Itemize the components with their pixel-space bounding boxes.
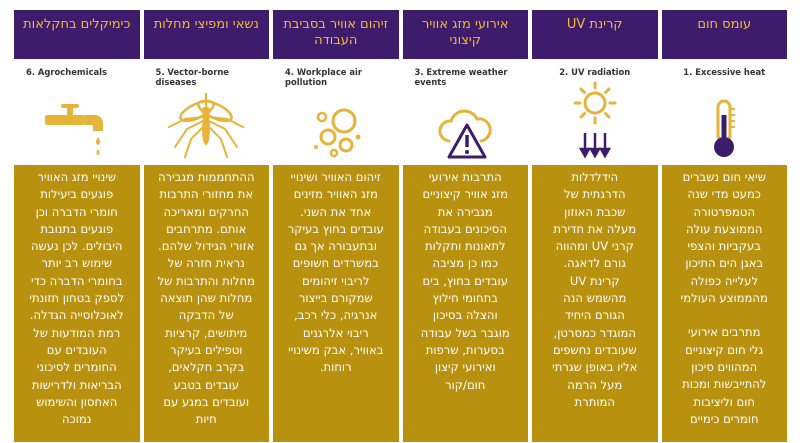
column-english-title: 5. Vector-borne diseases bbox=[155, 67, 229, 87]
bubbles-icon bbox=[273, 105, 399, 161]
column-icon-panel bbox=[273, 59, 399, 165]
column-header: קרינת UV bbox=[532, 10, 658, 59]
thermometer-icon bbox=[662, 97, 788, 161]
column-icon-panel bbox=[532, 59, 658, 165]
column-english-title: 3. Extreme weather events bbox=[414, 67, 508, 87]
faucet-drops-icon bbox=[14, 101, 140, 161]
column-agrochemicals bbox=[14, 10, 140, 442]
column-english-title: 1. Excessive heat bbox=[683, 67, 766, 77]
occupational-climate-risks-table bbox=[14, 10, 787, 442]
column-header: עומס חום bbox=[662, 10, 788, 59]
description-paragraph-2: מתרבים אירועי גלי חום קיצוניים המהווים סיכון להתייבשות ומכות חום וליציבות חומרים כימיים bbox=[682, 325, 767, 426]
column-icon-panel bbox=[403, 59, 529, 165]
sun-rays-icon bbox=[532, 79, 658, 161]
column-uv-radiation bbox=[532, 10, 658, 442]
column-icon-panel bbox=[14, 59, 140, 165]
mosquito-icon bbox=[144, 89, 270, 161]
column-description: שינויי מזג האוויר פוגעים ביעילות חומרי הדברה וכן פוגעים בתנובת היבולים. לכן נעשה שימוש רב יותר בחומרי הדברה כדי לספק בטחון תזונתי לאוכלוסייה הגדלה. רמת המודעות של העובדים עם החומרים לסיכוני הבריאות ולדרישות האחסון והשימוש נמוכה bbox=[14, 165, 140, 442]
column-english-title: 2. UV radiation bbox=[559, 67, 631, 77]
column-description: זיהום האוויר ושינויי מזג האוויר מזינים אחד את השני. עובדים בחוץ בעיקר ובתעבורה אך גם במשרדים חשופים לריבוי זיהומים שמקורם בייצור אנרגיה, כלי רכב, ריבוי אלרגנים באוויר, אבק משינויי רוחות. bbox=[273, 165, 399, 442]
column-vector-borne-diseases bbox=[144, 10, 270, 442]
column-icon-panel bbox=[662, 59, 788, 165]
column-english-title: 6. Agrochemicals bbox=[26, 67, 107, 77]
column-english-title: 4. Workplace air pollution bbox=[285, 67, 363, 87]
column-extreme-weather bbox=[403, 10, 529, 442]
column-description: ההתחממות מגבירה את מחזורי התרבות החרקים ומאריכה אותם. מתרחבים אזורי הגידול שלהם. נראית חזרה של מחלות והתרבות של מחלות שהן תוצאה של הדבקה מיתושים, קרציות וטפילים בעיקר בקרב חקלאים, עובדים בטבע ועובדים במגע עם חיות bbox=[144, 165, 270, 442]
storm-warning-icon bbox=[403, 105, 529, 161]
column-description: התרבות אירועי מזג אוויר קיצוניים מגבירה את הסיכונים בעבודה לתאונות ותקלות כמו כן מציבה עובדים בחוץ, בים בתחומי חילוץ והצלה בסיכון מוגבר בשל עבודה בסערות, שרפות ואירועי קיצון חום/קור bbox=[403, 165, 529, 442]
column-icon-panel bbox=[144, 59, 270, 165]
column-description: הידלדלות הדרגתית של שכבת האוזון מעלה את חדירת קרני UV ומהווה גורם לדאגה. קרינת UV מהשמש הנה הגורם היחיד המוגדר כמסרטן, שעובדים נחשפים אליו באופן שגרתי מעל הרמה המותרת bbox=[532, 165, 658, 442]
column-workplace-air-pollution bbox=[273, 10, 399, 442]
description-paragraph-1: שיאי חום נשברים כמעט מדי שנה הטמפרטורה הממוצעת עולה בעקביות והצפי באגן הים התיכון לעלייה כפולה מהממוצע העולמי bbox=[680, 170, 768, 306]
column-header: זיהום אוויר בסביבת העבודה bbox=[273, 10, 399, 59]
column-header: כימיקלים בחקלאות bbox=[14, 10, 140, 59]
column-excessive-heat bbox=[662, 10, 788, 442]
column-description bbox=[662, 165, 788, 442]
column-header: אירועי מזג אוויר קיצוני bbox=[403, 10, 529, 59]
column-header: נשאי ומפיצי מחלות bbox=[144, 10, 270, 59]
